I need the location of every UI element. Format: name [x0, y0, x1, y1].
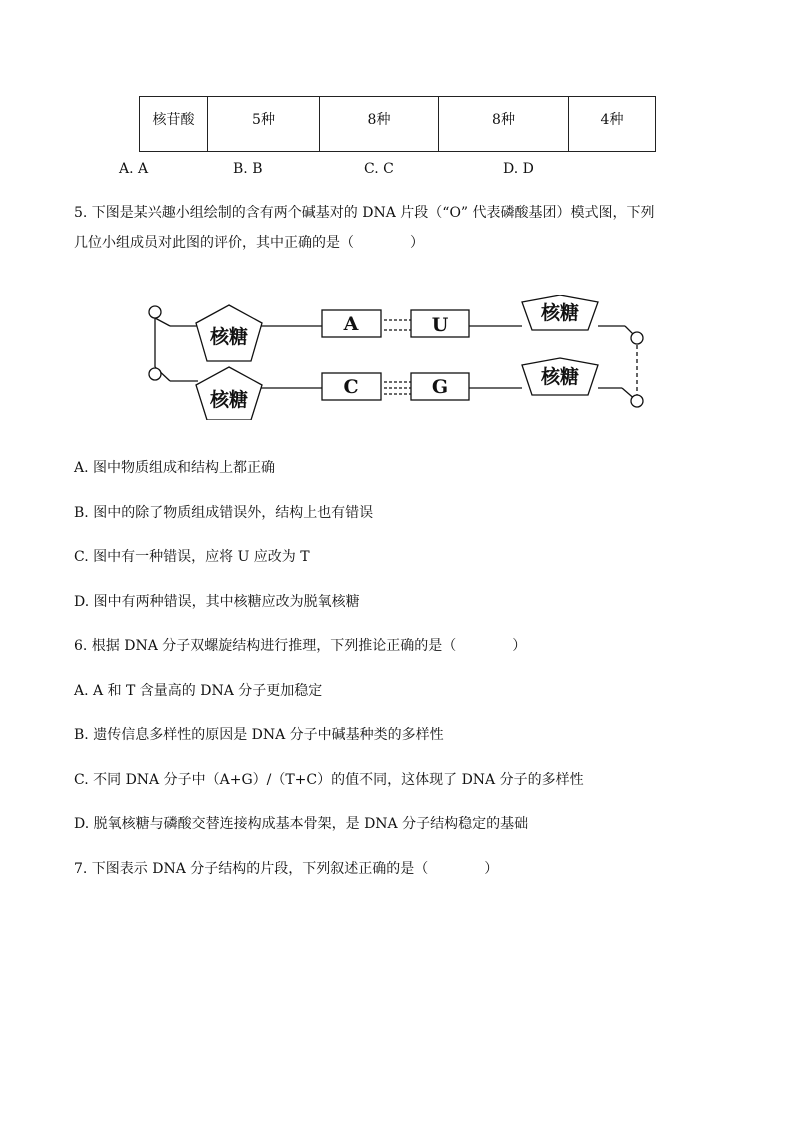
sugar-label: 核糖 [209, 326, 249, 348]
table-row-label: 核苷酸 [140, 97, 208, 152]
nucleotide-table [139, 96, 656, 152]
table-cell: 4种 [569, 97, 656, 152]
q4-option-b: B. B [233, 161, 263, 177]
base-label-u: U [431, 314, 449, 336]
q5-option-a: A. 图中物质组成和结构上都正确 [74, 460, 276, 476]
sugar-label: 核糖 [209, 389, 249, 411]
q5-stem-line1: 5. 下图是某兴趣小组绘制的含有两个碱基对的 DNA 片段（“O” 代表磷酸基团）模式图，下列 [74, 205, 655, 221]
q6-option-c: C. 不同 DNA 分子中（A+G）/（T+C）的值不同，这体现了 DNA 分子的多样性 [74, 772, 584, 788]
q4-option-c: C. C [364, 161, 394, 177]
phosphate-circle [631, 395, 643, 407]
table-cell: 8种 [320, 97, 439, 152]
base-label-a: A [343, 313, 359, 335]
q5-stem-line2: 几位小组成员对此图的评价，其中正确的是（ ） [74, 235, 424, 251]
table-row [140, 97, 656, 152]
q6-option-b: B. 遗传信息多样性的原因是 DNA 分子中碱基种类的多样性 [74, 727, 444, 743]
q7-stem: 7. 下图表示 DNA 分子结构的片段，下列叙述正确的是（ ） [74, 861, 499, 877]
q6-option-a: A. A 和 T 含量高的 DNA 分子更加稳定 [74, 683, 323, 699]
phosphate-circle [149, 368, 161, 380]
table-cell: 8种 [439, 97, 569, 152]
base-label-g: G [431, 376, 449, 398]
phosphate-circle [631, 332, 643, 344]
dna-fragment-diagram [140, 295, 650, 420]
phosphate-circle [149, 306, 161, 318]
sugar-label: 核糖 [540, 302, 580, 324]
q6-option-d: D. 脱氧核糖与磷酸交替连接构成基本骨架，是 DNA 分子结构稳定的基础 [74, 816, 529, 832]
sugar-label: 核糖 [540, 366, 580, 388]
table-cell: 5种 [208, 97, 320, 152]
q4-option-a: A. A [119, 161, 149, 177]
q5-option-d: D. 图中有两种错误，其中核糖应改为脱氧核糖 [74, 594, 360, 610]
q6-stem: 6. 根据 DNA 分子双螺旋结构进行推理，下列推论正确的是（ ） [74, 638, 527, 654]
q5-option-b: B. 图中的除了物质组成错误外，结构上也有错误 [74, 505, 374, 521]
q4-option-d: D. D [503, 161, 534, 177]
base-label-c: C [343, 376, 359, 398]
q5-option-c: C. 图中有一种错误，应将 U 应改为 T [74, 549, 310, 565]
